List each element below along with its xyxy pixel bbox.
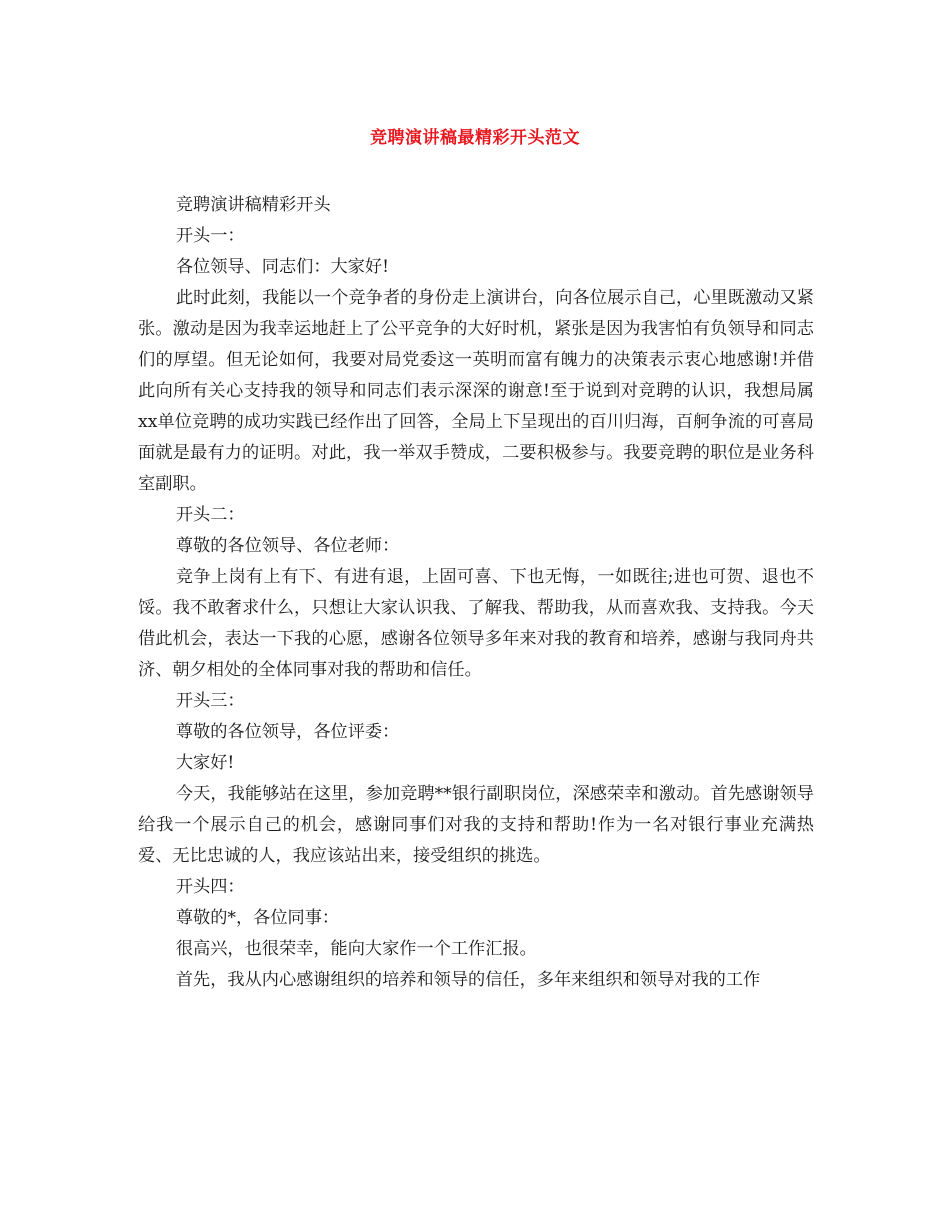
- paragraph: 竞聘演讲稿精彩开头: [175, 195, 331, 215]
- paragraph: 首先，我从内心感谢组织的培养和领导的信任，多年来组织和领导对我的工作: [175, 970, 761, 990]
- paragraph: 尊敬的各位领导、各位老师：: [175, 536, 400, 556]
- paragraph: 大家好!: [175, 753, 235, 773]
- document-body: [138, 190, 814, 996]
- paragraph: 很高兴，也很荣幸，能向大家作一个工作汇报。: [175, 939, 537, 959]
- paragraph: 开头一：: [175, 226, 245, 246]
- paragraph: 开头四：: [175, 877, 245, 897]
- paragraph: 开头三：: [175, 691, 245, 711]
- paragraph: 尊敬的*，各位同事：: [175, 908, 340, 928]
- paragraph: 开头二：: [175, 505, 245, 525]
- paragraph: 此时此刻，我能以一个竞争者的身份走上演讲台，向各位展示自己，心里既激动又紧张。激动是因为我幸运地赶上了公平竞争的大好时机，紧张是因为我害怕有负领导和同志们的厚望。但无论如何，我要对局党委这一英明而富有魄力的决策表示衷心地感谢!并借此向所有关心支持我的领导和同志们表示深深的谢意!至于说到对竞聘的认识，我想局属xx单位竞聘的成功实践已经作出了回答，全局上下呈现出的百川归海，百舸争流的可喜局面就是最有力的证明。对此，我一举双手赞成，二要积极参与。我要竞聘的职位是业务科室副职。: [138, 288, 814, 494]
- paragraph: 今天，我能够站在这里，参加竞聘**银行副职岗位，深感荣幸和激动。首先感谢领导给我一个展示自己的机会，感谢同事们对我的支持和帮助!作为一名对银行事业充满热爱、无比忠诚的人，我应该站出来，接受组织的挑选。: [138, 784, 814, 866]
- document-title: 竞聘演讲稿最精彩开头范文: [370, 128, 580, 148]
- paragraph: 竞争上岗有上有下、有进有退，上固可喜、下也无悔，一如既往;进也可贺、退也不馁。我不敢奢求什么，只想让大家认识我、了解我、帮助我，从而喜欢我、支持我。今天借此机会，表达一下我的心愿，感谢各位领导多年来对我的教育和培养，感谢与我同舟共济、朝夕相处的全体同事对我的帮助和信任。: [138, 567, 814, 680]
- paragraph: 各位领导、同志们：大家好!: [175, 257, 389, 277]
- paragraph: 尊敬的各位领导，各位评委：: [175, 722, 400, 742]
